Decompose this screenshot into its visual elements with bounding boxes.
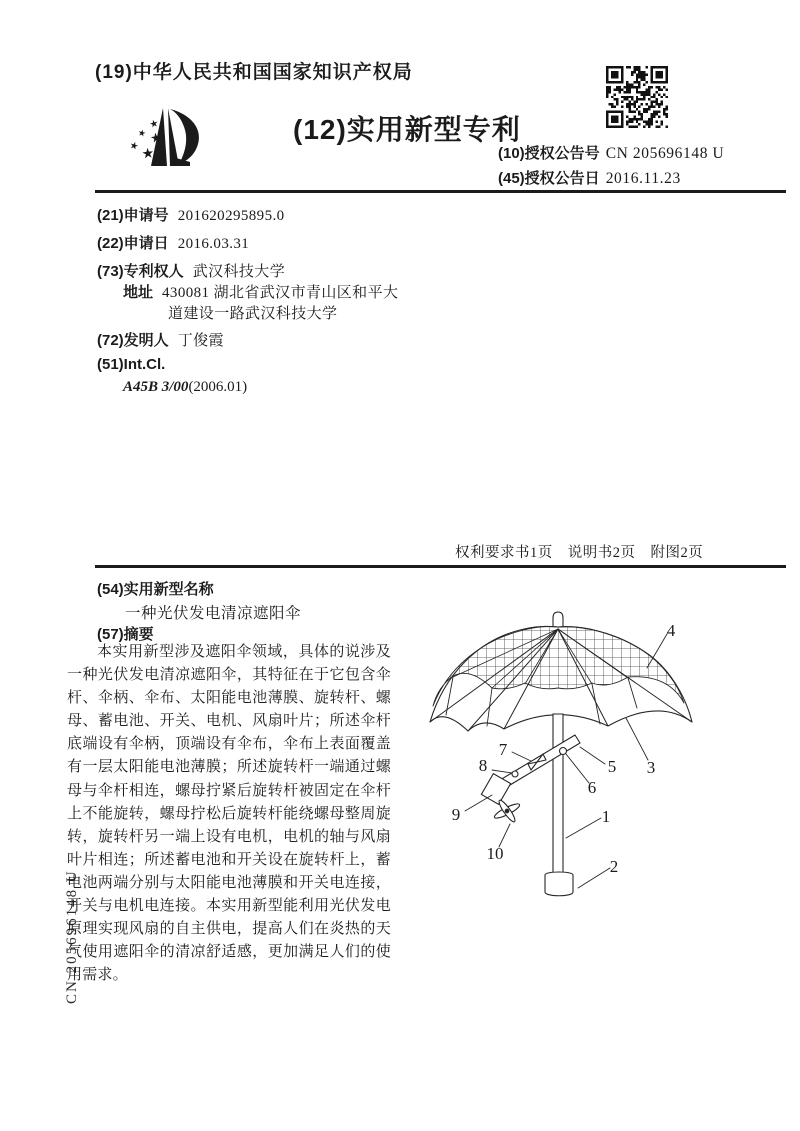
application-number-label: (21)申请号 — [97, 207, 169, 224]
patentee-row — [97, 260, 285, 281]
svg-text:★: ★ — [149, 130, 164, 147]
callout-7: 7 — [498, 740, 508, 759]
intcl-version: (2006.01) — [188, 379, 248, 395]
pages-info: 权利要求书1页 说明书2页 附图2页 — [455, 545, 704, 561]
svg-text:★: ★ — [136, 128, 147, 140]
intcl-class: A45B 3/00 — [123, 379, 189, 395]
svg-text:★: ★ — [140, 145, 156, 163]
inventor-row — [97, 329, 224, 350]
cnipa-logo-icon — [110, 96, 242, 190]
publication-date-value: 2016.11.23 — [605, 170, 681, 187]
callout-8: 8 — [478, 756, 488, 775]
inventor-label: (72)发明人 — [97, 332, 169, 349]
section-divider — [95, 565, 786, 568]
callout-1: 1 — [601, 807, 611, 826]
umbrella-handle — [545, 872, 573, 896]
publication-date-label: (45)授权公告日 — [498, 170, 600, 187]
patent-figure — [398, 586, 772, 922]
intcl-value — [123, 379, 247, 396]
address-row — [123, 281, 398, 302]
abstract-text: 本实用新型涉及遮阳伞领域，具体的说涉及一种光伏发电清凉遮阳伞，其特征在于它包含伞杆、伞柄、伞布、太阳能电池薄膜、旋转杆、螺母、蓄电池、开关、电机、风扇叶片；所述伞杆底端设有伞柄，顶端设有伞布，伞布上表面覆盖有一层太阳能电池薄膜；所述旋转杆一端通过螺母与伞杆相连，螺母拧紧后旋转杆被固定在伞杆上不能旋转，螺母拧松后旋转杆能绕螺母整周旋转，旋转杆另一端上设有电机，电机的轴与风扇叶片相连；所述蓄电池和开关设在旋转杆上，蓄电池两端分别与太阳能电池薄膜和开关电连接，开关与电机电连接。本实用新型能利用光伏发电原理实现风扇的自主供电，提高人们在炎热的天气使用遮阳伞的清凉舒适感，更加满足人们的使用需求。 — [67, 644, 391, 984]
callout-3: 3 — [646, 758, 656, 777]
callout-2: 2 — [609, 857, 619, 876]
intcl-row — [97, 356, 174, 374]
callout-5: 5 — [607, 757, 617, 776]
application-number-value: 201620295895.0 — [177, 208, 285, 224]
document-type-title: (12)实用新型专利 — [293, 114, 521, 145]
office-name: (19)中华人民共和国国家知识产权局 — [95, 62, 413, 83]
publication-number-label: (10)授权公告号 — [498, 145, 600, 162]
address-value-line1: 430081 湖北省武汉市青山区和平大 — [162, 285, 399, 301]
header-divider — [95, 190, 786, 193]
callout-10: 10 — [486, 844, 504, 863]
application-number-row — [97, 204, 285, 225]
application-date-value: 2016.03.31 — [177, 236, 250, 252]
address-label: 地址 — [123, 284, 154, 301]
callout-6: 6 — [587, 778, 597, 797]
callout-4: 4 — [666, 621, 676, 640]
address-value-line2: 道建设一路武汉科技大学 — [168, 306, 338, 322]
intcl-label: (51)Int.Cl. — [97, 356, 166, 373]
utility-model-title: 一种光伏发电清凉遮阳伞 — [125, 605, 302, 622]
umbrella-pole — [553, 714, 563, 874]
battery — [512, 771, 518, 777]
inventor-value: 丁俊霞 — [177, 333, 224, 349]
application-date-row — [97, 232, 249, 253]
patentee-label: (73)专利权人 — [97, 263, 184, 280]
publication-date-row — [498, 167, 681, 188]
utility-model-name-label: (54)实用新型名称 — [97, 581, 214, 598]
patentee-value: 武汉科技大学 — [192, 264, 286, 280]
svg-text:★: ★ — [128, 139, 140, 154]
abstract-label: (57)摘要 — [97, 626, 154, 643]
publication-number-value: CN 205696148 U — [605, 145, 725, 162]
side-document-code: CN 205696148 U — [64, 869, 80, 1004]
svg-text:★: ★ — [148, 118, 160, 131]
nut — [560, 748, 567, 755]
publication-number-row — [498, 142, 724, 163]
callout-9: 9 — [451, 805, 461, 824]
application-date-label: (22)申请日 — [97, 235, 169, 252]
qr-code — [606, 66, 668, 128]
